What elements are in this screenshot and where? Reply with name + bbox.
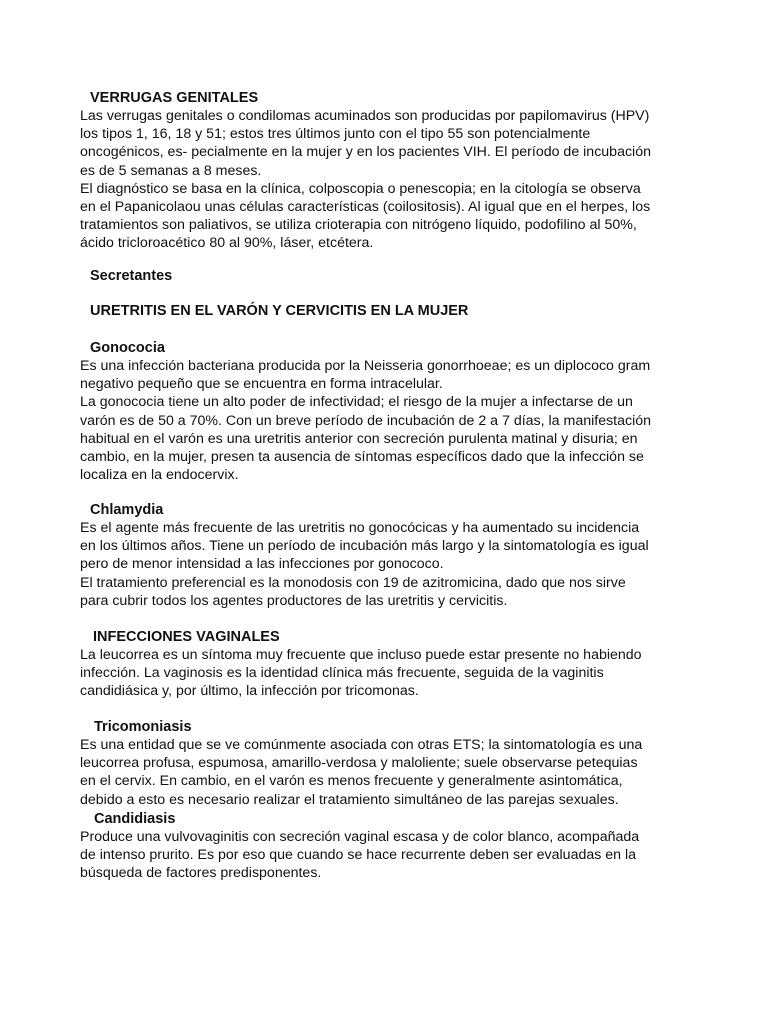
- paragraph-line: debido a esto es necesario realizar el tratamiento simultáneo de las parejas sexuales.: [80, 791, 619, 808]
- paragraph-line: oncogénicos, es- pecialmente en la mujer y en los pacientes VIH. El período de incubación: [80, 144, 651, 161]
- paragraph-line: en los últimos años. Tiene un período de incubación más largo y la sintomatología es igual: [80, 538, 649, 555]
- section-uretritis: [80, 302, 720, 320]
- paragraph-line: en el Papanicolaou unas células características (coilositosis). Al igual que en el herpes, los: [80, 199, 651, 216]
- paragraph-line: para cubrir todos los agentes productores de las uretritis y cervicitis.: [80, 592, 508, 609]
- paragraph-line: El tratamiento preferencial es la monodosis con 19 de azitromicina, dado que nos sirve: [80, 574, 626, 591]
- paragraph-line: candidiásica y, por último, la infección por tricomonas.: [80, 683, 419, 700]
- paragraph-line: ácido tricloroacético 80 al 90%, láser, etcétera.: [80, 235, 374, 252]
- section-candidiasis: [80, 810, 720, 883]
- section-heading: Chlamydia: [90, 502, 164, 518]
- section-heading: Secretantes: [90, 268, 173, 284]
- section-chlamydia: [80, 501, 720, 610]
- paragraph-line: cambio, en la mujer, presen ta ausencia de síntomas específicos dado que la infección se: [80, 449, 644, 466]
- paragraph-line: Es una infección bacteriana producida por la Neisseria gonorrhoeae; es un diplococo gram: [80, 358, 651, 374]
- paragraph-line: habitual en el varón es una uretritis anterior con secreción purulenta matinal y disuria; en: [80, 430, 638, 447]
- paragraph-line: pero de menor intensidad a las infecciones por gonococo.: [80, 556, 444, 573]
- paragraph-line: La leucorrea es un síntoma muy frecuente que incluso puede estar presente no habiendo: [80, 647, 642, 663]
- paragraph-line: de intenso prurito. Es por eso que cuando se hace recurrente deben ser evaluadas en la: [80, 847, 637, 864]
- paragraph-line: tratamientos son paliativos, se utiliza crioterapia con nitrógeno líquido, podofilino al 50%,: [80, 217, 637, 234]
- section-heading: INFECCIONES VAGINALES: [93, 629, 280, 645]
- section-gonococia: [80, 339, 720, 484]
- section-infecciones-vaginales: [80, 628, 720, 701]
- section-tricomoniasis: [80, 718, 720, 809]
- section-heading: Gonococia: [90, 340, 165, 356]
- paragraph-line: búsqueda de factores predisponentes.: [80, 865, 322, 882]
- section-heading: URETRITIS EN EL VARÓN Y CERVICITIS EN LA MUJER: [90, 303, 469, 319]
- paragraph-line: Es una entidad que se ve comúnmente asociada con otras ETS; la sintomatología es una: [80, 737, 643, 753]
- paragraph-line: El diagnóstico se basa en la clínica, colposcopia o penescopia; en la citología se observa: [80, 180, 641, 197]
- paragraph-line: es de 5 semanas a 8 meses.: [80, 162, 262, 179]
- paragraph-line: Es el agente más frecuente de las uretritis no gonocócicas y ha aumentado su incidencia: [80, 520, 640, 536]
- section-heading: Candidiasis: [94, 811, 176, 827]
- paragraph-line: en el cervix. En cambio, en el varón es menos frecuente y generalmente asintomática,: [80, 773, 623, 790]
- section-secretantes: [80, 267, 720, 285]
- paragraph-line: Produce una vulvovaginitis con secreción vaginal escasa y de color blanco, acompañada: [80, 829, 640, 845]
- paragraph-line: infección. La vaginosis es la identidad clínica más frecuente, seguida de la vaginitis: [80, 665, 604, 682]
- section-heading: Tricomoniasis: [94, 719, 192, 735]
- paragraph-line: Las verrugas genitales o condilomas acuminados son producidas por papilomavirus (HPV): [80, 108, 650, 124]
- paragraph-line: negativo pequeño que se encuentra en forma intracelular.: [80, 376, 443, 393]
- section-verrugas: [80, 89, 720, 253]
- paragraph-line: leucorrea profusa, espumosa, amarillo-verdosa y maloliente; suele observarse petequias: [80, 755, 638, 772]
- paragraph-line: varón es de 50 a 70%. Con un breve período de incubación de 2 a 7 días, la manifestación: [80, 412, 652, 429]
- paragraph-line: La gonococia tiene un alto poder de infectividad; el riesgo de la mujer a infectarse de un: [80, 394, 633, 411]
- section-heading: VERRUGAS GENITALES: [90, 90, 259, 106]
- paragraph-line: localiza en la endocervix.: [80, 467, 239, 484]
- paragraph-line: los tipos 1, 16, 18 y 51; estos tres últimos junto con el tipo 55 son potencialmente: [80, 126, 591, 143]
